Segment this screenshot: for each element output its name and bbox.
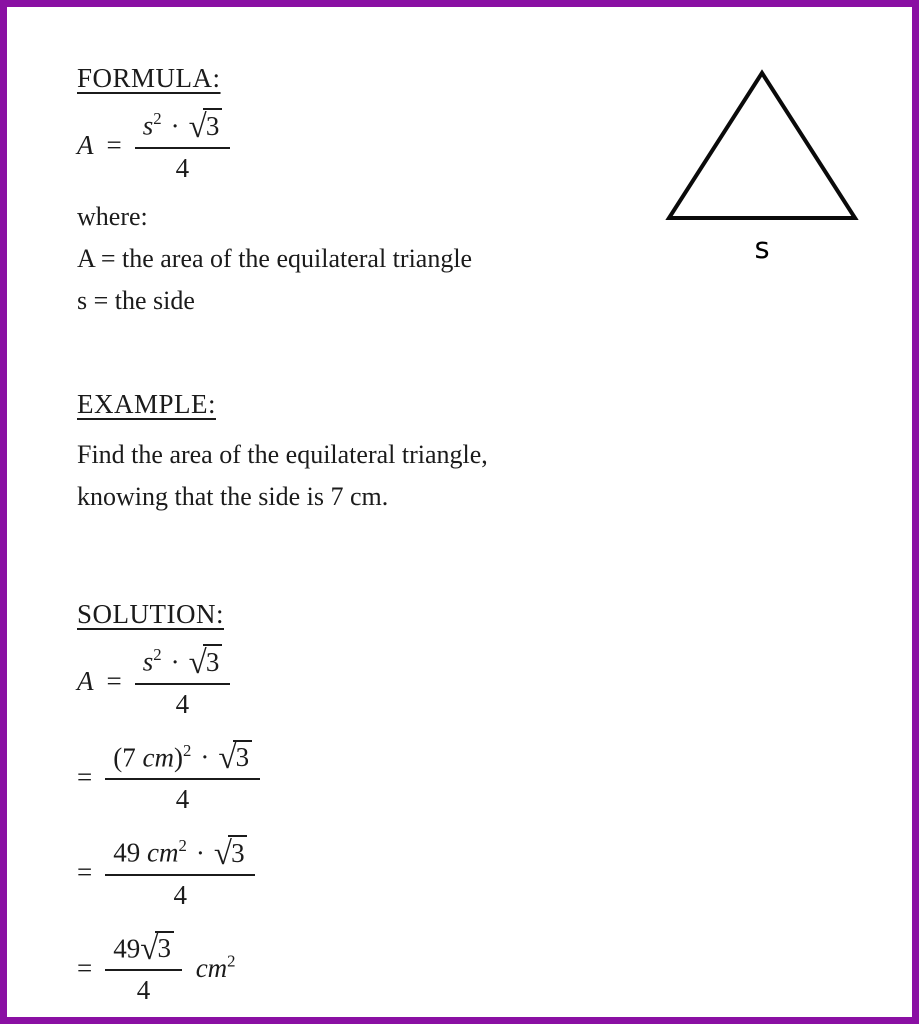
radical-icon: √ [188,644,207,681]
multiplication-dot: · [195,837,205,868]
equals-sign: = [77,761,93,792]
fraction-numerator [105,740,260,779]
fraction-numerator [135,644,230,683]
solution-step-4 [77,931,274,1007]
solution-heading: SOLUTION: [77,599,224,629]
example-section [77,389,488,518]
fraction [105,835,255,911]
numerator-exponent: 2 [153,109,162,129]
formula-section [77,63,472,322]
solution-step-1 [77,644,274,720]
radicand: 3 [203,644,222,678]
square-root [188,108,222,145]
numerator-variable: s [142,110,154,141]
numerator-variable: s [142,646,154,677]
solution-step-3 [77,835,274,911]
numerator-variable: cm [146,837,179,868]
fraction-denominator: 4 [135,147,230,184]
fraction [135,644,230,720]
example-line: Find the area of the equilateral triangle, [77,440,488,469]
fraction-denominator: 4 [105,969,181,1006]
square-root [188,644,222,681]
multiplication-dot: · [170,110,180,141]
radical-icon: √ [188,108,207,145]
where-label: where: [77,201,148,231]
solution-step-2 [77,740,274,816]
numerator-exponent: 2 [182,740,192,760]
numerator-prefix: 49 [113,837,147,868]
numerator-close-paren: ) [173,742,183,773]
triangle-side-label: s [754,231,770,265]
math-lhs: A [77,130,94,161]
example-heading: EXAMPLE: [77,389,216,419]
result-unit: $cm^2$ [195,951,236,983]
square-root [218,740,251,777]
square-root [213,835,247,872]
solution-section [77,599,274,1024]
equals-sign: = [77,857,93,888]
radicand: 3 [228,835,247,869]
square-root [140,931,173,968]
equilateral-triangle-shape [665,69,859,221]
fraction-numerator [135,108,230,147]
fraction [135,108,230,184]
fraction-numerator [105,835,255,874]
triangle-diagram [665,69,859,265]
radicand: 3 [233,740,252,774]
definition-area: A = the area of the equilateral triangle [77,243,473,273]
radical-icon: √ [140,931,159,968]
radical-icon: √ [218,740,237,777]
numerator-prefix: (7 [113,742,143,773]
math-lhs: A [77,666,94,697]
fraction-denominator: 4 [105,874,255,911]
fraction [105,740,260,816]
numerator-prefix: 49 [113,933,141,964]
radicand: 3 [203,108,222,142]
multiplication-dot: · [200,742,210,773]
radical-icon: √ [213,835,232,872]
formula-heading: FORMULA: [77,63,221,93]
numerator-exponent: 2 [178,836,187,856]
fraction-denominator: 4 [105,778,260,815]
fraction-denominator: 4 [135,683,230,720]
numerator-variable: cm [142,742,174,773]
numerator-exponent: 2 [153,645,162,665]
multiplication-dot: · [170,646,180,677]
fraction [105,931,181,1007]
equals-sign: = [77,952,93,983]
radicand: 3 [155,931,174,965]
formula-equation [77,108,472,184]
equals-sign: = [106,130,122,161]
fraction-numerator [105,931,181,970]
example-line: knowing that the side is 7 cm. [77,482,389,511]
equals-sign: = [106,666,122,697]
definition-side: s = the side [77,285,195,315]
